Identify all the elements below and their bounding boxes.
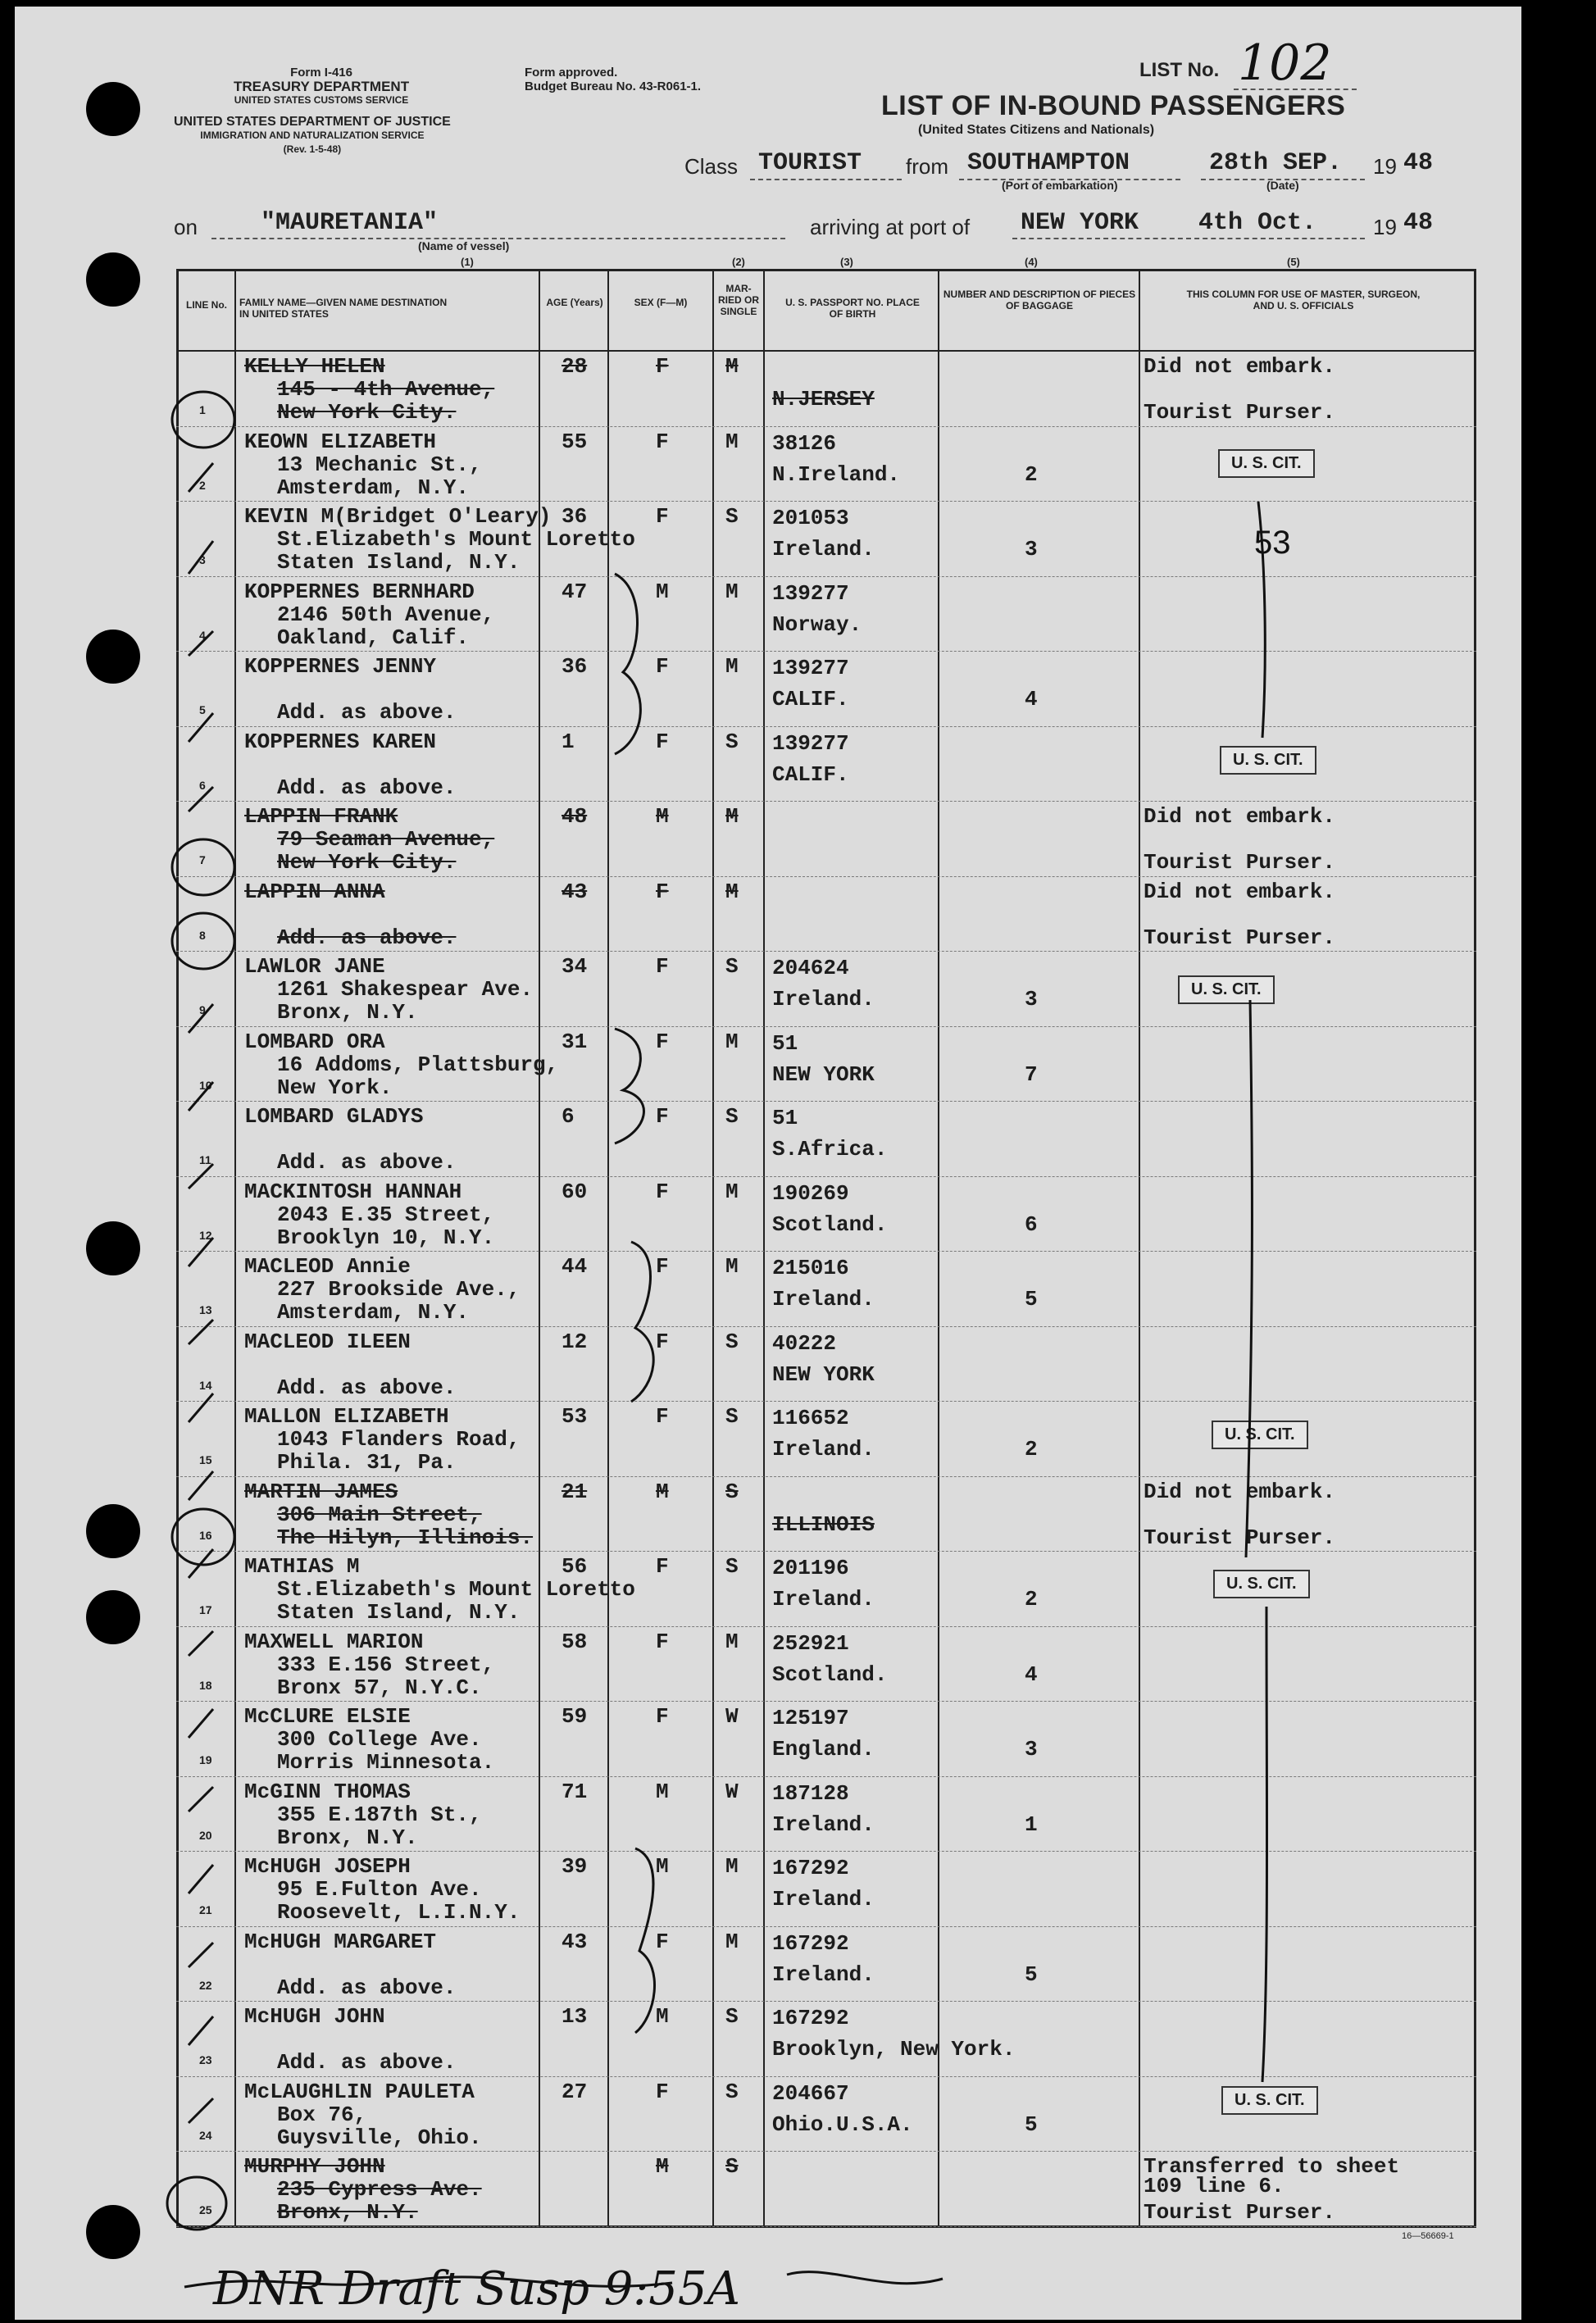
class-label: Class [684, 154, 739, 179]
official-note: Transferred to sheet [1144, 2154, 1400, 2179]
baggage-count: 2 [1025, 461, 1038, 487]
passport-number: 139277 [772, 656, 849, 680]
vessel-caption: (Name of vessel) [418, 239, 510, 252]
address-line-1: St.Elizabeth's Mount Loretto [277, 527, 635, 552]
age-value: 53 [562, 1404, 588, 1429]
age-value: 60 [562, 1179, 588, 1204]
marital-status: M [725, 1854, 739, 1879]
passport-number: 125197 [772, 1706, 849, 1730]
sex-value: F [656, 1254, 669, 1279]
marital-status: S [725, 504, 739, 529]
sex-value: F [656, 954, 669, 979]
address-line-1: 145 - 4th Avenue, [277, 377, 495, 402]
address-line-2: Add. as above. [277, 775, 457, 800]
age-value: 71 [562, 1779, 588, 1804]
sex-value: F [656, 1929, 669, 1954]
marital-status: M [725, 879, 739, 904]
official-note: Did not embark. [1144, 804, 1336, 829]
baggage-count: 5 [1025, 1962, 1038, 1987]
place-of-birth: Ireland. [772, 1587, 875, 1612]
marital-status: S [725, 1554, 739, 1579]
address-line-1: Box 76, [277, 2102, 367, 2127]
marital-status: M [725, 804, 739, 829]
marital-status: S [725, 2079, 739, 2104]
age-value: 27 [562, 2079, 588, 2104]
col-num-4: (4) [1025, 256, 1038, 268]
sex-value: F [656, 1029, 669, 1054]
sex-value: F [656, 429, 669, 454]
sex-value: M [656, 1854, 669, 1879]
place-of-birth: Norway. [772, 611, 862, 637]
passenger-name: LOMBARD GLADYS [244, 1104, 424, 1129]
port-value: SOUTHAMPTON [967, 149, 1130, 177]
baggage-count: 2 [1025, 1437, 1038, 1462]
baggage-count: 7 [1025, 1061, 1038, 1087]
marital-status: M [725, 579, 739, 604]
age-value: 34 [562, 954, 588, 979]
passenger-name: McHUGH MARGARET [244, 1929, 437, 1954]
year-prefix: 19 [1373, 154, 1397, 179]
place-of-birth: Ireland. [772, 1287, 875, 1312]
passenger-name: MAXWELL MARION [244, 1629, 424, 1654]
place-of-birth: Ireland. [772, 987, 875, 1011]
place-of-birth: NEW YORK [772, 1061, 875, 1087]
line-number: 22 [199, 1978, 212, 1992]
address-line-2: New York. [277, 1075, 393, 1100]
passenger-name: KELLY HELEN [244, 354, 385, 379]
arrival-date: 4th Oct. [1198, 209, 1317, 237]
line-number: 18 [199, 1678, 212, 1692]
place-of-birth: Brooklyn, New York. [772, 2037, 1016, 2062]
address-line-1: 300 College Ave. [277, 1727, 482, 1752]
page-title: LIST OF IN-BOUND PASSENGERS [881, 90, 1346, 121]
age-value: 13 [562, 2004, 588, 2029]
sex-value: M [656, 804, 669, 829]
age-value: 6 [562, 1104, 575, 1129]
baggage-count: 3 [1025, 537, 1038, 561]
address-line-1: 1261 Shakespear Ave. [277, 977, 534, 1002]
address-line-1: 16 Addoms, Plattsburg, [277, 1052, 559, 1077]
passport-number: 201196 [772, 1556, 849, 1580]
official-note: Tourist Purser. [1144, 2200, 1336, 2225]
baggage-count: 2 [1025, 1587, 1038, 1612]
place-of-birth: Ireland. [772, 1812, 875, 1837]
passport-number: 187128 [772, 1780, 849, 1806]
place-of-birth: Ireland. [772, 1887, 875, 1912]
line-number: 1 [199, 403, 206, 416]
age-value: 47 [562, 579, 588, 604]
sex-value: F [656, 1179, 669, 1204]
passenger-name: MACKINTOSH HANNAH [244, 1179, 462, 1204]
address-line-2: New York City. [277, 850, 457, 875]
age-value: 12 [562, 1329, 588, 1354]
place-of-birth: S.Africa. [772, 1137, 888, 1162]
address-line-1: 79 Seaman Avenue, [277, 827, 495, 852]
sex-value: F [656, 1104, 669, 1129]
marital-status: M [725, 429, 739, 454]
handwritten-53: 53 [1254, 525, 1291, 561]
col-num-5: (5) [1287, 256, 1300, 268]
passenger-name: McLAUGHLIN PAULETA [244, 2079, 475, 2104]
passenger-name: KOPPERNES KAREN [244, 729, 437, 754]
col-num-1: (1) [461, 256, 474, 268]
age-value: 58 [562, 1629, 588, 1654]
class-value: TOURIST [758, 149, 862, 177]
place-of-birth: CALIF. [772, 687, 849, 711]
passport-number: 139277 [772, 730, 849, 756]
col-header-name: FAMILY NAME—GIVEN NAME DESTINATION IN UNITED STATES [239, 297, 448, 320]
address-line-2: The Hilyn, Illinois. [277, 1525, 534, 1550]
line-number: 21 [199, 1903, 212, 1916]
line-number: 24 [199, 2128, 212, 2142]
address-line-2: Amsterdam, N.Y. [277, 1300, 470, 1325]
line-number: 7 [199, 853, 206, 866]
bottom-handwritten-note: DNR Draft Susp 9:55A [213, 2262, 740, 2316]
passenger-name: McHUGH JOHN [244, 2004, 385, 2029]
address-line-1: 13 Mechanic St., [277, 452, 482, 477]
year-prefix-2: 19 [1373, 215, 1397, 239]
passenger-name: MATHIAS M [244, 1554, 360, 1579]
marital-status: S [725, 1404, 739, 1429]
marital-status: S [725, 1479, 739, 1504]
passport-number: 40222 [772, 1330, 837, 1356]
line-number: 11 [199, 1153, 211, 1166]
col-header-line: LINE No. [186, 299, 227, 311]
line-number: 8 [199, 928, 206, 942]
sex-value: M [656, 1779, 669, 1804]
address-line-1: 1043 Flanders Road, [277, 1427, 521, 1452]
age-value: 21 [562, 1479, 588, 1504]
line-number: 19 [199, 1753, 212, 1766]
passenger-name: MACLEOD Annie [244, 1254, 411, 1279]
marital-status: S [725, 729, 739, 754]
address-line-2: Bronx, N.Y. [277, 2200, 418, 2225]
age-value: 36 [562, 504, 588, 529]
col-header-sex: SEX (F—M) [634, 297, 688, 308]
line-number: 12 [199, 1228, 212, 1242]
col-header-age: AGE (Years) [546, 297, 603, 308]
sex-value: M [656, 2154, 669, 2179]
list-no-label: LIST No. [1139, 59, 1220, 81]
marital-status: S [725, 2004, 739, 2029]
address-line-2: Oakland, Calif. [277, 625, 470, 650]
passport-number: 167292 [772, 2006, 849, 2030]
sex-value: F [656, 354, 669, 379]
sex-value: M [656, 1479, 669, 1504]
date-value: 28th SEP. [1209, 149, 1343, 177]
sex-value: F [656, 504, 669, 529]
passenger-name: LAPPIN ANNA [244, 879, 385, 904]
address-line-2: Bronx, N.Y. [277, 1000, 418, 1025]
place-of-birth: Scotland. [772, 1212, 888, 1237]
address-line-2: Add. as above. [277, 925, 457, 950]
us-cit-stamp: U. S. CIT. [1218, 449, 1315, 478]
marital-status: S [725, 1329, 739, 1354]
address-line-2: Bronx, N.Y. [277, 1825, 418, 1850]
line-number: 20 [199, 1828, 212, 1842]
col-header-baggage: NUMBER AND DESCRIPTION OF PIECES OF BAGGAGE [943, 289, 1136, 311]
sex-value: F [656, 1329, 669, 1354]
address-line-2: Add. as above. [277, 1150, 457, 1175]
official-note: Did not embark. [1144, 1479, 1336, 1504]
year-value: 48 [1403, 149, 1434, 177]
line-number: 17 [199, 1603, 212, 1616]
form-code: 16—56669-1 [1402, 2231, 1454, 2241]
age-value: 56 [562, 1554, 588, 1579]
official-note: 109 line 6. [1144, 2174, 1285, 2198]
address-line-2: Phila. 31, Pa. [277, 1450, 457, 1475]
place-of-birth: N.Ireland. [772, 461, 901, 487]
address-line-2: Morris Minnesota. [277, 1750, 495, 1775]
passenger-name: LOMBARD ORA [244, 1029, 385, 1054]
address-line-2: Staten Island, N.Y. [277, 550, 521, 575]
us-cit-stamp: U. S. CIT. [1220, 746, 1316, 775]
passport-number: 167292 [772, 1930, 849, 1956]
address-line-1: 2043 E.35 Street, [277, 1202, 495, 1227]
baggage-count: 1 [1025, 1812, 1038, 1837]
passenger-name: McHUGH JOSEPH [244, 1854, 411, 1879]
form-id-block: Form I-416 TREASURY DEPARTMENT UNITED STATES CUSTOMS SERVICE [234, 66, 410, 106]
place-of-birth: Ireland. [772, 537, 875, 561]
us-cit-stamp: U. S. CIT. [1212, 1421, 1308, 1449]
on-label: on [174, 215, 198, 239]
passenger-name: LAPPIN FRANK [244, 804, 398, 829]
sex-value: F [656, 729, 669, 754]
passport-number: 51 [772, 1030, 798, 1056]
marital-status: M [725, 654, 739, 679]
address-line-1: 227 Brookside Ave., [277, 1277, 521, 1302]
place-of-birth: N.JERSEY [772, 387, 875, 411]
passport-number: 139277 [772, 580, 849, 606]
marital-status: W [725, 1779, 739, 1804]
us-cit-stamp: U. S. CIT. [1178, 975, 1275, 1004]
passport-number: 252921 [772, 1630, 849, 1656]
passenger-name: KOPPERNES BERNHARD [244, 579, 475, 604]
place-of-birth: NEW YORK [772, 1362, 875, 1387]
official-note: Did not embark. [1144, 879, 1336, 904]
passenger-name: KEOWN ELIZABETH [244, 429, 437, 454]
place-of-birth: CALIF. [772, 761, 849, 787]
arrival-port: NEW YORK [1021, 209, 1139, 237]
line-number: 2 [199, 478, 206, 492]
address-line-1: St.Elizabeth's Mount Loretto [277, 1577, 635, 1602]
passenger-name: McCLURE ELSIE [244, 1704, 411, 1729]
marital-status: W [725, 1704, 739, 1729]
place-of-birth: ILLINOIS [772, 1512, 875, 1537]
age-value: 43 [562, 1929, 588, 1954]
date-caption: (Date) [1266, 179, 1299, 192]
address-line-1: 333 E.156 Street, [277, 1652, 495, 1677]
age-value: 43 [562, 879, 588, 904]
marital-status: M [725, 1629, 739, 1654]
passenger-name: KOPPERNES JENNY [244, 654, 437, 679]
line-number: 15 [199, 1453, 212, 1466]
passport-number: 215016 [772, 1256, 849, 1280]
address-line-2: Brooklyn 10, N.Y. [277, 1225, 495, 1250]
official-note: Tourist Purser. [1144, 400, 1336, 425]
line-number: 5 [199, 703, 206, 716]
col-num-2: (2) [732, 256, 745, 268]
col-header-officials: THIS COLUMN FOR USE OF MASTER, SURGEON, AND U. S. OFFICIALS [1186, 289, 1421, 311]
sex-value: F [656, 2079, 669, 2104]
us-cit-stamp: U. S. CIT. [1213, 1570, 1310, 1598]
age-value: 59 [562, 1704, 588, 1729]
sex-value: F [656, 1404, 669, 1429]
approval-block: Form approved. Budget Bureau No. 43-R061-1. [525, 66, 702, 93]
marital-status: M [725, 1929, 739, 1954]
place-of-birth: Ohio.U.S.A. [772, 2112, 913, 2137]
passenger-name: MALLON ELIZABETH [244, 1404, 449, 1429]
arriving-label: arriving at port of [810, 215, 971, 239]
baggage-count: 4 [1025, 1662, 1038, 1687]
place-of-birth: England. [772, 1737, 875, 1762]
col-header-married: MAR-RIED OR SINGLE [717, 283, 759, 317]
list-no-handwritten: 102 [1238, 34, 1332, 92]
line-number: 25 [199, 2203, 212, 2216]
marital-status: M [725, 1179, 739, 1204]
address-line-2: Add. as above. [277, 1375, 457, 1400]
passport-number: 190269 [772, 1180, 849, 1206]
passenger-name: MACLEOD ILEEN [244, 1329, 411, 1354]
address-line-2: Staten Island, N.Y. [277, 1600, 521, 1625]
address-line-1: 2146 50th Avenue, [277, 602, 495, 627]
age-value: 1 [562, 729, 575, 754]
baggage-count: 3 [1025, 987, 1038, 1011]
passport-number: 201053 [772, 506, 849, 530]
marital-status: M [725, 354, 739, 379]
address-line-2: Guysville, Ohio. [277, 2125, 482, 2150]
age-value: 44 [562, 1254, 588, 1279]
sex-value: F [656, 1554, 669, 1579]
line-number: 4 [199, 628, 206, 642]
col-num-3: (3) [840, 256, 853, 268]
passenger-name: McGINN THOMAS [244, 1779, 411, 1804]
vessel-value: "MAURETANIA" [261, 209, 439, 237]
marital-status: S [725, 1104, 739, 1129]
marital-status: M [725, 1029, 739, 1054]
marital-status: M [725, 1254, 739, 1279]
address-line-2: Amsterdam, N.Y. [277, 475, 470, 500]
col-header-passport: U. S. PASSPORT NO. PLACE OF BIRTH [785, 297, 920, 320]
baggage-count: 5 [1025, 2112, 1038, 2137]
us-cit-stamp: U. S. CIT. [1221, 2086, 1318, 2115]
sex-value: M [656, 2004, 669, 2029]
baggage-count: 6 [1025, 1212, 1038, 1237]
sex-value: F [656, 1704, 669, 1729]
address-line-2: Roosevelt, L.I.N.Y. [277, 1900, 521, 1925]
passenger-name: LAWLOR JANE [244, 954, 385, 979]
passport-number: 116652 [772, 1406, 849, 1430]
line-number: 9 [199, 1003, 206, 1016]
year-value-2: 48 [1403, 209, 1434, 237]
address-line-1: 95 E.Fulton Ave. [277, 1877, 482, 1902]
passport-number: 38126 [772, 430, 837, 456]
place-of-birth: Ireland. [772, 1962, 875, 1987]
address-line-2: Add. as above. [277, 1975, 457, 2000]
passenger-name: KEVIN M(Bridget O'Leary) [244, 504, 552, 529]
address-line-1: 306 Main Street, [277, 1502, 482, 1527]
baggage-count: 3 [1025, 1737, 1038, 1762]
sex-value: F [656, 879, 669, 904]
port-caption: (Port of embarkation) [1002, 179, 1118, 192]
address-line-1: 235 Cypress Ave. [277, 2177, 482, 2202]
page-subtitle: (United States Citizens and Nationals) [918, 123, 1155, 137]
passenger-name: MARTIN JAMES [244, 1479, 398, 1504]
place-of-birth: Scotland. [772, 1662, 888, 1687]
line-number: 23 [199, 2053, 212, 2066]
sex-value: F [656, 1629, 669, 1654]
line-number: 6 [199, 778, 206, 792]
age-value: 39 [562, 1854, 588, 1879]
marital-status: S [725, 2154, 739, 2179]
age-value: 28 [562, 354, 588, 379]
passport-number: 167292 [772, 1856, 849, 1880]
address-line-2: Add. as above. [277, 700, 457, 725]
passport-number: 204667 [772, 2080, 849, 2106]
official-note: Tourist Purser. [1144, 850, 1336, 875]
age-value: 36 [562, 654, 588, 679]
age-value: 31 [562, 1029, 588, 1054]
age-value: 55 [562, 429, 588, 454]
official-note: Tourist Purser. [1144, 925, 1336, 950]
official-note: Did not embark. [1144, 354, 1336, 379]
line-number: 13 [199, 1303, 212, 1316]
marital-status: S [725, 954, 739, 979]
baggage-count: 4 [1025, 687, 1038, 711]
address-line-2: Bronx 57, N.Y.C. [277, 1675, 482, 1700]
sex-value: M [656, 579, 669, 604]
baggage-count: 5 [1025, 1287, 1038, 1312]
line-number: 10 [199, 1078, 212, 1092]
sex-value: F [656, 654, 669, 679]
official-note: Tourist Purser. [1144, 1525, 1336, 1550]
from-label: from [906, 154, 948, 179]
place-of-birth: Ireland. [772, 1437, 875, 1462]
passport-number: 204624 [772, 956, 849, 980]
department-block: UNITED STATES DEPARTMENT OF JUSTICE IMMIGRATION AND NATURALIZATION SERVICE (Rev. 1-5-48) [174, 115, 451, 155]
address-line-1: 355 E.187th St., [277, 1802, 482, 1827]
line-number: 14 [199, 1378, 212, 1392]
age-value: 48 [562, 804, 588, 829]
line-number: 16 [199, 1528, 212, 1542]
line-number: 3 [199, 553, 206, 566]
passenger-name: MURPHY JOHN [244, 2154, 385, 2179]
address-line-2: Add. as above. [277, 2050, 457, 2075]
passport-number: 51 [772, 1106, 798, 1130]
address-line-2: New York City. [277, 400, 457, 425]
